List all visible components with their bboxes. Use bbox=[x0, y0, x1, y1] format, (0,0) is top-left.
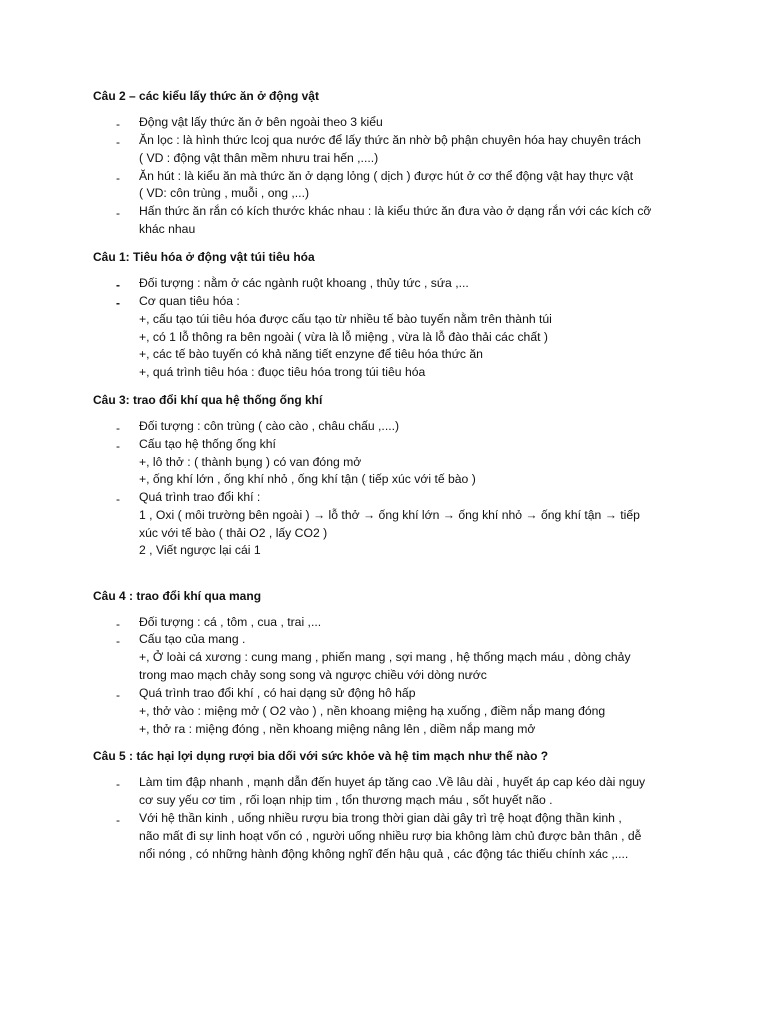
text-line: Ăn hút : là kiểu ăn mà thức ăn ở dạng lỏng ( dịch ) được hút ở cơ thể động vật hay thực vật bbox=[139, 169, 634, 183]
text-line: +, các tế bào tuyến có khả năng tiết enzyne để tiêu hóa thức ăn bbox=[139, 347, 483, 361]
bullet-dash: - bbox=[116, 278, 120, 292]
bullet-dash: - bbox=[116, 421, 120, 435]
text-line: ( VD: côn trùng , muỗi , ong ,...) bbox=[139, 186, 310, 200]
bullet-dash: - bbox=[116, 206, 120, 220]
text-line: ( VD : động vật thân mềm nhưu trai hến ,....) bbox=[139, 151, 379, 165]
bullet-dash: - bbox=[116, 135, 120, 149]
heading-cau-1: Câu 1: Tiêu hóa ở động vật túi tiêu hóa bbox=[93, 250, 315, 264]
text-line: +, lô thở : ( thành bụng ) có van đóng mở bbox=[139, 455, 362, 469]
bullet-dash: - bbox=[116, 813, 120, 827]
bullet-dash: - bbox=[116, 777, 120, 791]
text-line: Làm tim đập nhanh , mạnh dẫn đến huyet áp tăng cao .Về lâu dài , huyết áp cap kéo dài nguy bbox=[139, 775, 646, 789]
text-line: +, Ở loài cá xương : cung mang , phiến mang , sợi mang , hệ thống mạch máu , dòng chảy bbox=[139, 650, 631, 664]
heading-cau-3: Câu 3: trao đổi khí qua hệ thống ống khí bbox=[93, 393, 323, 407]
bullet-dash: - bbox=[116, 171, 120, 185]
text-line: 1 , Oxi ( môi trường bên ngoài ) → lỗ thở → ống khí lớn → ống khí nhỏ → ống khí tận → tiếp bbox=[139, 508, 640, 522]
text-line: cơ suy yếu cơ tim , rối loạn nhịp tim , tổn thương mạch máu , sốt huyết não . bbox=[139, 793, 553, 807]
heading-cau-5: Câu 5 : tác hại lợi dụng rượi bia dối với sức khỏe và hệ tim mạch như thế nào ? bbox=[93, 749, 549, 763]
text-line: +, quá trình tiêu hóa : đuọc tiêu hóa trong túi tiêu hóa bbox=[139, 365, 426, 379]
heading-cau-4: Câu 4 : trao đổi khí qua mang bbox=[93, 589, 262, 603]
text-line: +, thở vào : miệng mở ( O2 vào ) , nền khoang miệng hạ xuống , điềm nắp mang đóng bbox=[139, 704, 606, 718]
text-line: Cơ quan tiêu hóa : bbox=[139, 294, 240, 308]
text-line: Quá trình trao đổi khí , có hai dạng sử động hô hấp bbox=[139, 686, 416, 700]
heading-cau-2: Câu 2 – các kiểu lấy thức ăn ở động vật bbox=[93, 89, 319, 103]
bullet-dash: - bbox=[116, 296, 120, 310]
bullet-dash: - bbox=[116, 492, 120, 506]
text-line: +, thở ra : miệng đóng , nền khoang miệng nâng lên , diềm nắp mang mở bbox=[139, 722, 536, 736]
text-line: Cấu tạo hệ thống ống khí bbox=[139, 437, 276, 451]
text-line: não mất đi sự linh hoạt vốn có , người uống nhiều rượ bia không làm chủ được bản thân , dễ bbox=[139, 829, 642, 843]
text-line: 2 , Viết ngược lại cái 1 bbox=[139, 543, 261, 557]
text-line: Động vật lấy thức ăn ở bên ngoài theo 3 kiểu bbox=[139, 115, 383, 129]
text-line: xúc với tế bào ( thải O2 , lấy CO2 ) bbox=[139, 526, 328, 540]
bullet-dash: - bbox=[116, 688, 120, 702]
text-line: +, ống khí lớn , ống khí nhỏ , ống khí tận ( tiếp xúc với tế bào ) bbox=[139, 472, 476, 486]
text-line: Đối tượng : nằm ở các ngành ruột khoang , thủy tức , sứa ,... bbox=[139, 276, 469, 290]
bullet-dash: - bbox=[116, 617, 120, 631]
bullet-dash: - bbox=[116, 634, 120, 648]
text-line: trong mao mạch chảy song song và ngược chiều với dòng nước bbox=[139, 668, 487, 682]
text-line: Hấn thức ăn rắn có kích thước khác nhau : là kiểu thức ăn đưa vào ở dạng rắn với các kích cỡ bbox=[139, 204, 652, 218]
text-line: Đối tượng : côn trùng ( cào cào , châu chấu ,....) bbox=[139, 419, 400, 433]
text-line: Quá trình trao đổi khí : bbox=[139, 490, 261, 504]
bullet-dash: - bbox=[116, 117, 120, 131]
text-line: khác nhau bbox=[139, 222, 196, 236]
text-line: Với hệ thần kinh , uống nhiều rượu bia trong thời gian dài gây trì trệ hoạt động thần kinh , bbox=[139, 811, 622, 825]
bullet-dash: - bbox=[116, 439, 120, 453]
text-line: +, cấu tạo túi tiêu hóa được cấu tạo từ nhiều tế bào tuyến nằm trên thành túi bbox=[139, 312, 552, 326]
text-line: +, có 1 lỗ thông ra bên ngoài ( vừa là lỗ miệng , vừa là lỗ đào thải các chất ) bbox=[139, 330, 548, 344]
text-line: Đối tượng : cá , tôm , cua , trai ,... bbox=[139, 615, 322, 629]
text-line: nổi nóng , có những hành động không nghĩ đến hậu quả , các động tác thiếu chính xác ,.... bbox=[139, 847, 629, 861]
text-line: Cấu tạo của mang . bbox=[139, 632, 246, 646]
text-line: Ăn lọc : là hình thức lcoj qua nước để lấy thức ăn nhờ bộ phận chuyên hóa hay chuyên trách bbox=[139, 133, 641, 147]
